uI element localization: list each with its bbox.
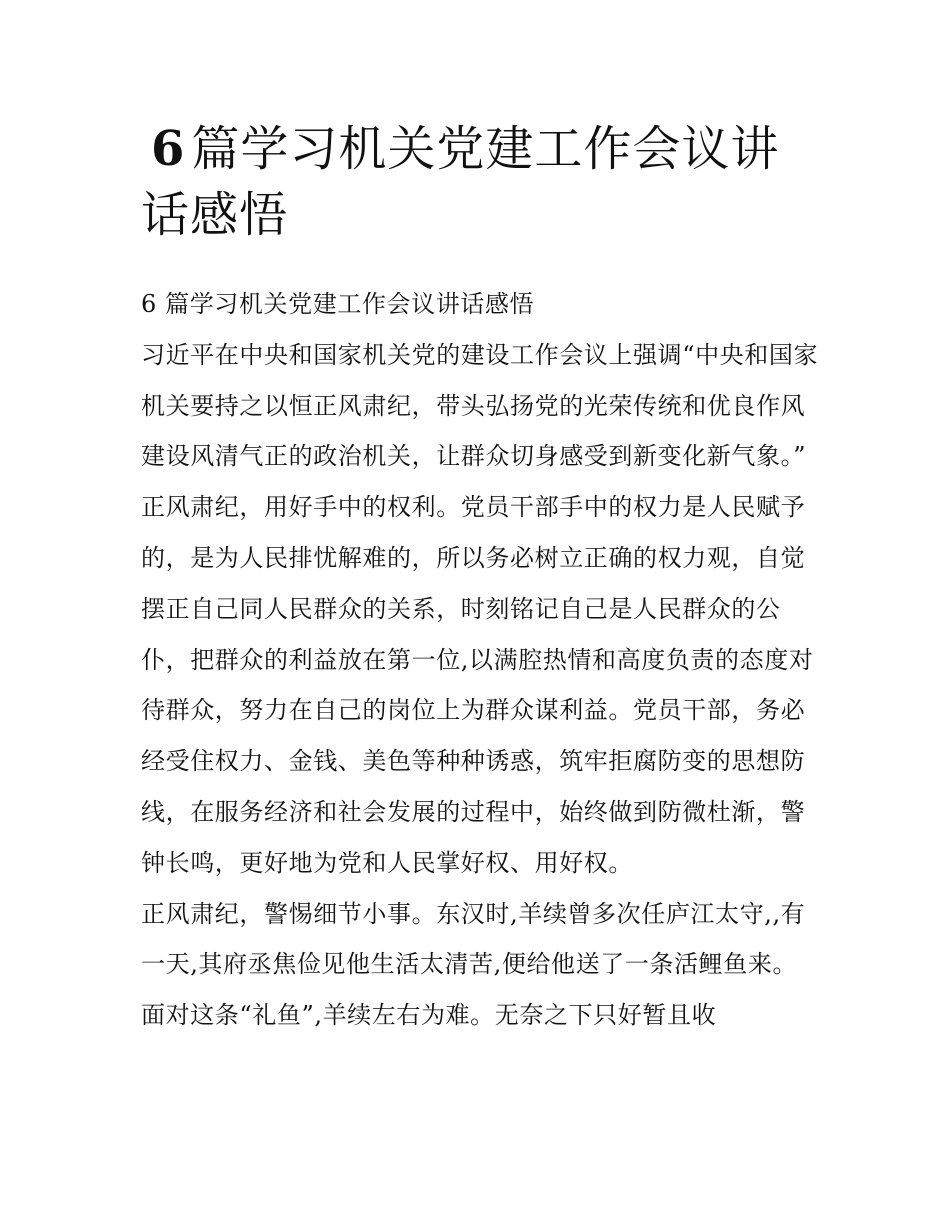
document-body	[141, 279, 819, 1041]
paragraph: 习近平在中央和国家机关党的建设工作会议上强调“中央和国家机关要持之以恒正风肃纪，带头弘扬党的光荣传统和优良作风建设风清气正的政治机关，让群众切身感受到新变化新气象。”	[141, 340, 819, 471]
paragraph: 正风肃纪，用好手中的权利。党员干部手中的权力是人民赋予的，是为人民排忧解难的，所以务必树立正确的权力观，自觉摆正自己同人民群众的关系，时刻铭记自己是人民群众的公仆，把群众的利益放在第一位,以满腔热情和高度负责的态度对待群众，努力在自己的岗位上为群众谋利益。党员干部，务必经受住权力、金钱、美色等种种诱惑，筑牢拒腐防变的思想防线，在服务经济和社会发展的过程中，始终做到防微杜渐，警钟长鸣，更好地为党和人民掌好权、用好权。	[141, 493, 814, 877]
paragraph: 正风肃纪，警惕细节小事。东汉时,羊续曾多次任庐江太守,,有一天,其府丞焦俭见他生活太清苦,便给他送了一条活鲤鱼来。面对这条“礼鱼”,羊续左右为难。无奈之下只好暂且收	[141, 899, 806, 1030]
document-title	[141, 116, 821, 248]
title-text: 篇学习机关党建工作会议讲话感悟	[141, 121, 780, 243]
subtitle-paragraph: 6 篇学习机关党建工作会议讲话感悟	[141, 290, 535, 318]
title-number: 6	[151, 121, 186, 177]
